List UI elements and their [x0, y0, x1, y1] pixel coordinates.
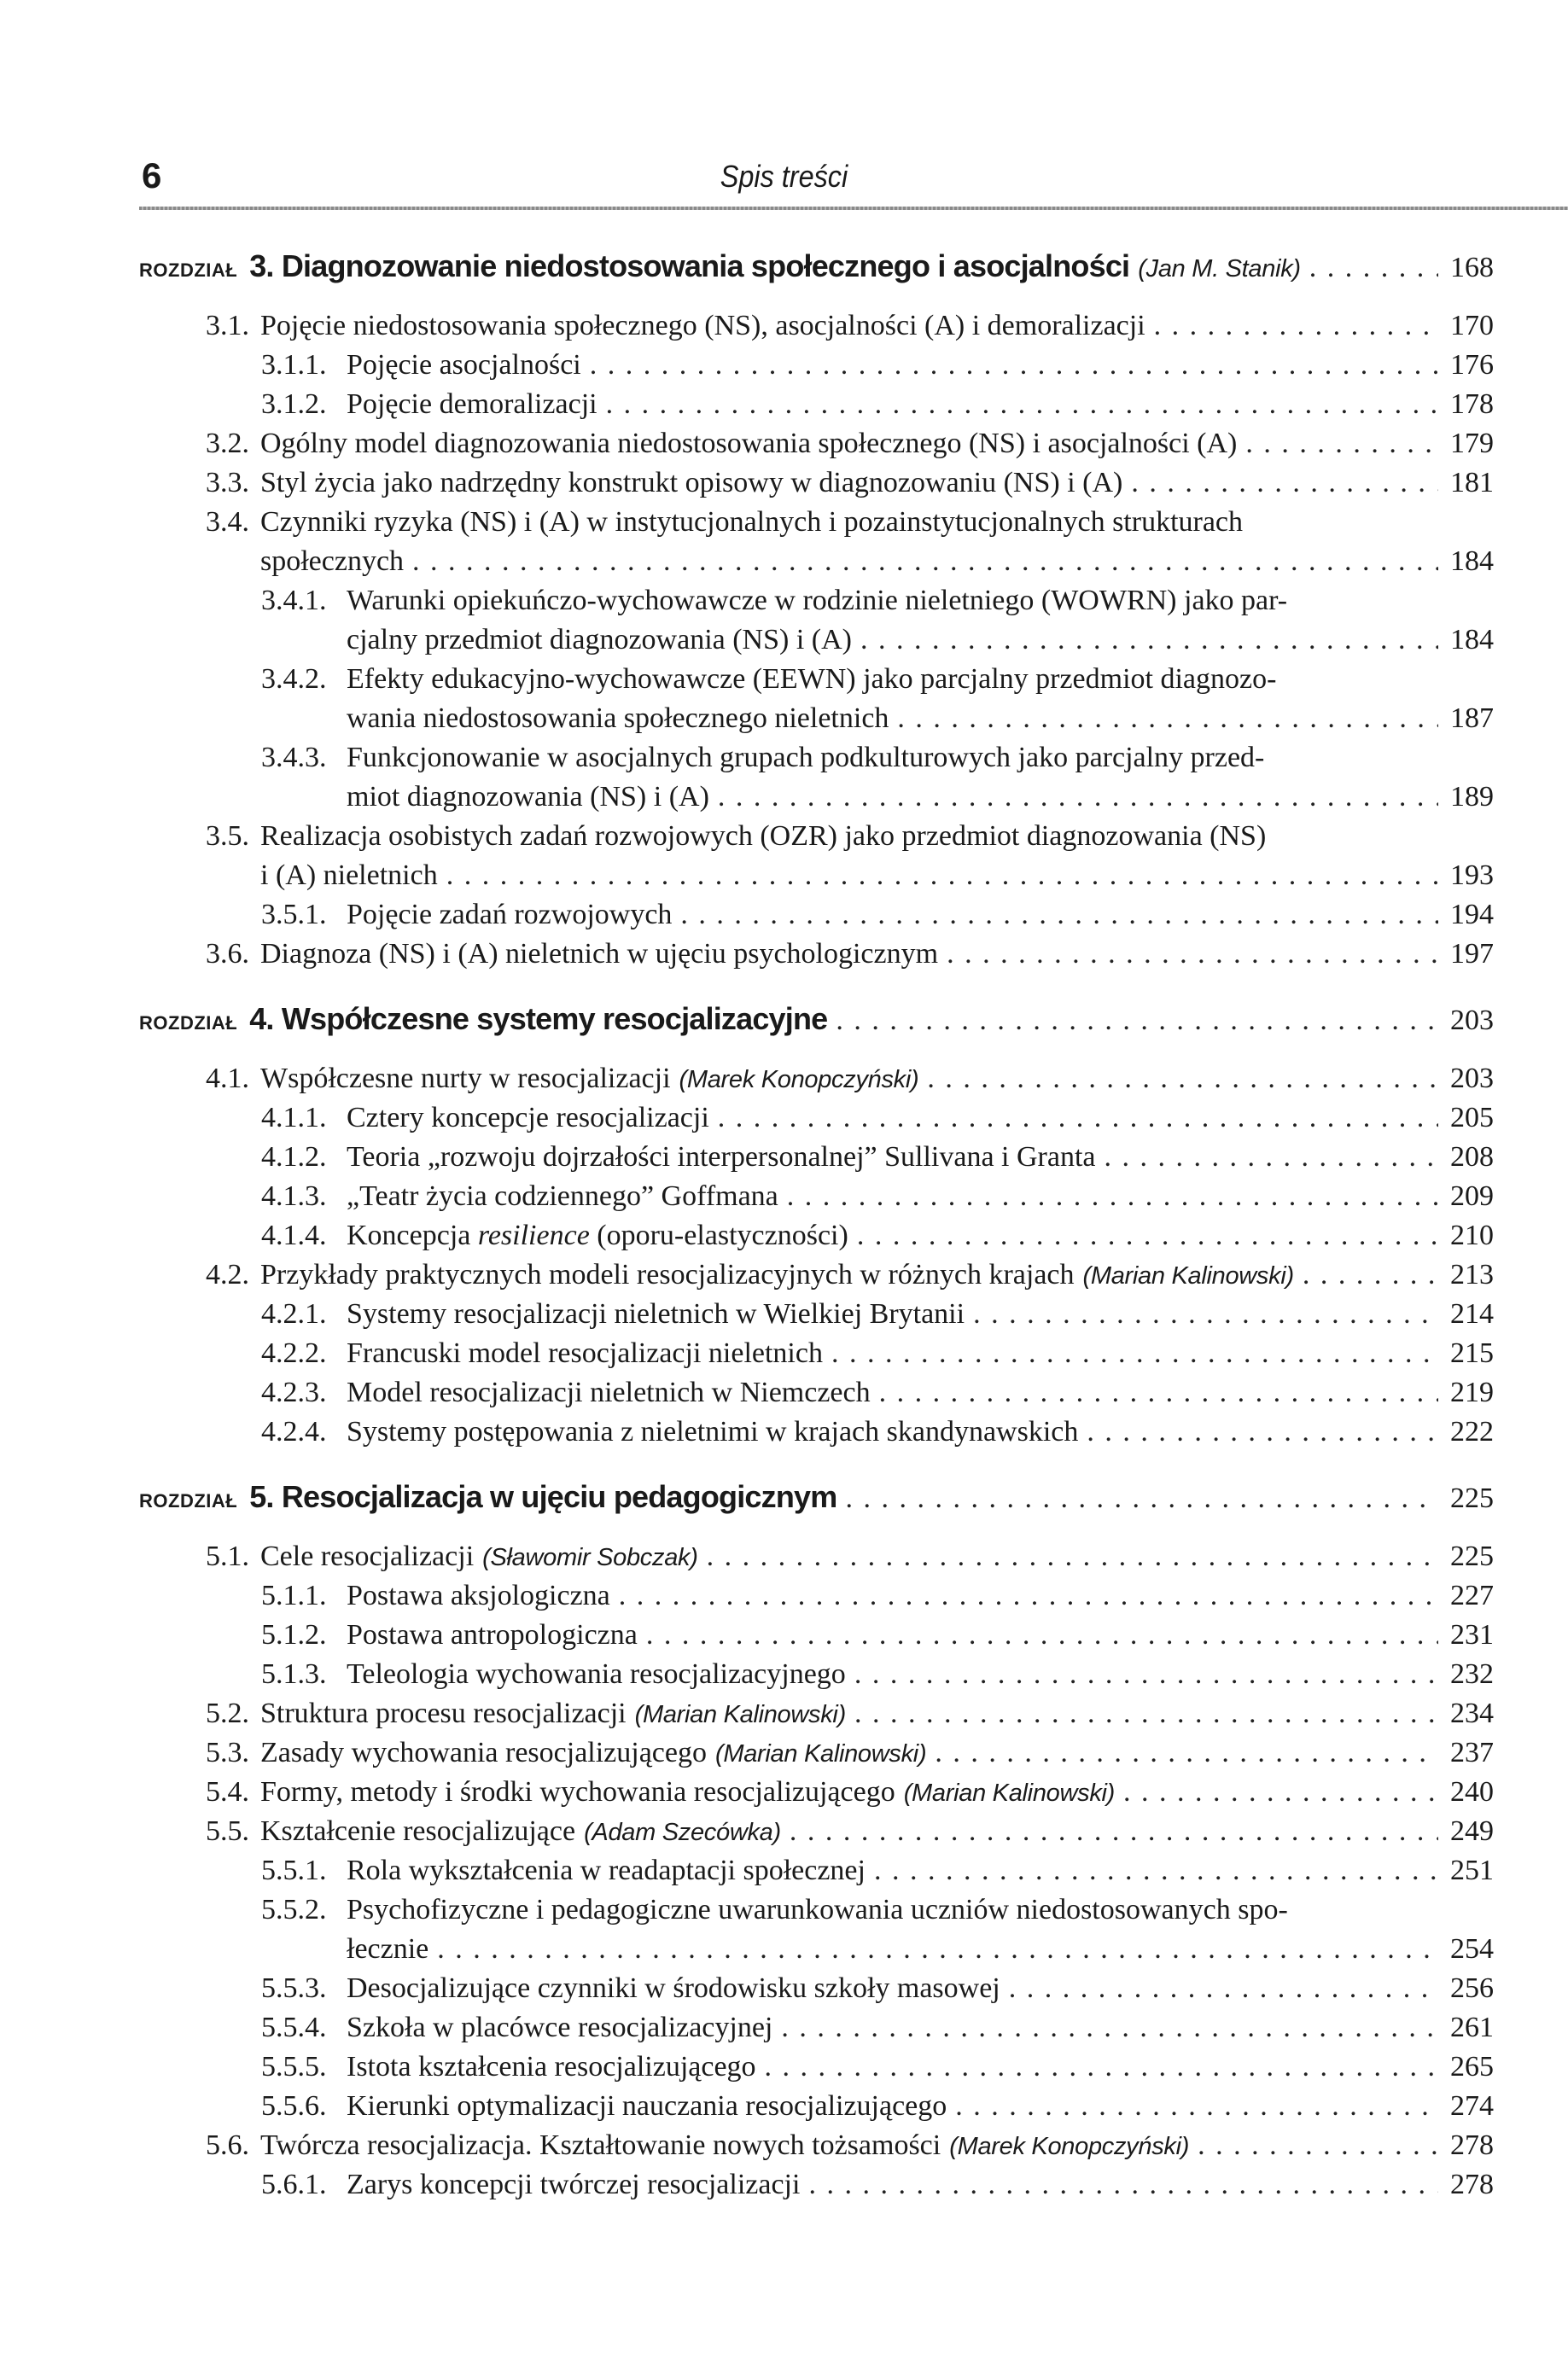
entry-text: społecznych [260, 545, 405, 577]
page-ref: 209 [1450, 1180, 1494, 1212]
entry-text: Istota kształcenia resocjalizującego [347, 2051, 756, 2083]
entry-line [139, 463, 1494, 503]
entry-text: Cele resocjalizacji [260, 1541, 475, 1572]
entry-line [139, 503, 1494, 542]
dot-leader [836, 1001, 1438, 1040]
section-number: 3.5. [206, 820, 249, 852]
page-ref: 168 [1450, 252, 1494, 283]
section-number: 3.2. [206, 428, 249, 459]
toc-entry [139, 1694, 1494, 1733]
chapter-heading [139, 1001, 1494, 1040]
page-ref: 249 [1450, 1815, 1494, 1847]
entry-line [139, 1930, 1494, 1969]
section-number: 5.6.1. [261, 2169, 327, 2200]
page-ref: 222 [1450, 1416, 1494, 1448]
page-ref: 237 [1450, 1737, 1494, 1768]
entry-text: Teleologia wychowania resocjalizacyjnego [347, 1658, 846, 1690]
toc-entry [139, 1098, 1494, 1138]
section-author: (Sławomir Sobczak) [482, 1544, 698, 1571]
chapter-title-text: Resocjalizacja w ujęciu pedagogicznym [281, 1479, 837, 1514]
entry-line [139, 935, 1494, 974]
section-number: 5.1. [206, 1541, 249, 1572]
dot-leader [854, 1655, 1438, 1694]
entry-text: Funkcjonowanie w asocjalnych grupach podkulturowych jako parcjalny przed- [347, 742, 1265, 773]
section-number: 5.5.6. [261, 2090, 327, 2122]
dot-leader [412, 542, 1438, 581]
entry-text: Desocjalizujące czynniki w środowisku szkoły masowej [347, 1972, 1000, 2004]
toc-entry [139, 1255, 1494, 1295]
dot-leader [646, 1616, 1438, 1655]
dot-leader [831, 1334, 1438, 1373]
entry-line [139, 385, 1494, 424]
entry-line [139, 1851, 1494, 1890]
dot-leader [1154, 306, 1438, 346]
section-number: 5.2. [206, 1698, 249, 1729]
section-number: 5.4. [206, 1776, 249, 1808]
toc-entry [139, 1890, 1494, 1969]
entry-text: Pojęcie niedostosowania społecznego (NS), asocjalności (A) i demoralizacji [260, 310, 1145, 341]
dot-leader [1131, 463, 1438, 503]
entry-text: Struktura procesu resocjalizacji [260, 1698, 627, 1729]
dot-leader [437, 1930, 1438, 1969]
entry-text: Pojęcie demoralizacji [347, 388, 597, 420]
dot-leader [897, 699, 1438, 738]
page-ref: 251 [1450, 1855, 1494, 1886]
page-ref: 176 [1450, 349, 1494, 381]
running-title: Spis treści [720, 159, 848, 194]
toc-entry [139, 1295, 1494, 1334]
entry-text: Pojęcie zadań rozwojowych [347, 899, 673, 930]
entry-text: Kształcenie resocjalizujące [260, 1815, 576, 1847]
dot-leader [860, 620, 1438, 660]
entry-text: „Teatr życia codziennego” Goffmana [347, 1180, 778, 1212]
dot-leader [781, 2008, 1438, 2048]
entry-text: Pojęcie asocjalności [347, 349, 581, 381]
entry-line [139, 1334, 1494, 1373]
entry-text: Psychofizyczne i pedagogiczne uwarunkowania uczniów niedostosowanych spo- [347, 1894, 1288, 1925]
section-number: 4.2.2. [261, 1337, 327, 1369]
page-ref: 278 [1450, 2169, 1494, 2200]
entry-line [139, 1969, 1494, 2008]
toc-entry [139, 895, 1494, 935]
entry-text: Postawa aksjologiczna [347, 1580, 610, 1611]
entry-line [139, 1733, 1494, 1773]
dot-leader [857, 1216, 1438, 1255]
entry-line [139, 1576, 1494, 1616]
entry-text: Czynniki ryzyka (NS) i (A) w instytucjonalnych i pozainstytucjonalnych strukturach [260, 506, 1244, 538]
entry-line [139, 1773, 1494, 1812]
section-number: 5.1.3. [261, 1658, 327, 1690]
page-ref: 227 [1450, 1580, 1494, 1611]
page-ref: 213 [1450, 1259, 1494, 1290]
entry-line [139, 1177, 1494, 1216]
toc-entry [139, 817, 1494, 895]
page-ref: 205 [1450, 1102, 1494, 1133]
toc-entry [139, 1576, 1494, 1616]
chapter-label: ROZDZIAŁ [139, 1490, 238, 1512]
page-ref: 193 [1450, 859, 1494, 891]
chapter-heading [139, 248, 1494, 288]
dot-leader [446, 856, 1438, 895]
entry-text: Zasady wychowania resocjalizującego [260, 1737, 707, 1768]
entry-line [139, 424, 1494, 463]
page-ref: 265 [1450, 2051, 1494, 2083]
toc-entry [139, 463, 1494, 503]
toc-entry [139, 660, 1494, 738]
entry-line [139, 1138, 1494, 1177]
page-number: 6 [142, 155, 162, 195]
dot-leader [707, 1537, 1438, 1576]
page-ref: 170 [1450, 310, 1494, 341]
section-author: (Marek Konopczyński) [679, 1066, 919, 1093]
entry-text: i (A) nieletnich [260, 859, 438, 891]
dot-leader [947, 935, 1438, 974]
entry-line [139, 1413, 1494, 1452]
page-ref: 240 [1450, 1776, 1494, 1808]
section-number: 3.4.1. [261, 585, 327, 616]
section-number: 4.1.1. [261, 1102, 327, 1133]
page-ref: 179 [1450, 428, 1494, 459]
section-number: 3.1.2. [261, 388, 327, 420]
entry-line [139, 2087, 1494, 2126]
toc-entry [139, 1413, 1494, 1452]
dot-leader [1198, 2126, 1438, 2165]
page-ref: 278 [1450, 2129, 1494, 2161]
page-ref: 214 [1450, 1298, 1494, 1330]
section-number: 4.1.3. [261, 1180, 327, 1212]
entry-text: Realizacja osobistych zadań rozwojowych (OZR) jako przedmiot diagnozowania (NS) [260, 820, 1267, 852]
toc-entry [139, 1655, 1494, 1694]
entry-line [139, 2048, 1494, 2087]
entry-text: Diagnoza (NS) i (A) nieletnich w ujęciu psychologicznym [260, 938, 939, 970]
toc-entry [139, 1177, 1494, 1216]
section-number: 4.1. [206, 1063, 249, 1094]
entry-line [139, 1655, 1494, 1694]
entry-line [139, 1890, 1494, 1930]
section-number: 4.2.4. [261, 1416, 327, 1448]
dot-leader [1087, 1413, 1438, 1452]
dot-leader [765, 2048, 1438, 2087]
page-ref: 256 [1450, 1972, 1494, 2004]
page-ref: 254 [1450, 1933, 1494, 1965]
entry-text: Systemy postępowania z nieletnimi w krajach skandynawskich [347, 1416, 1079, 1448]
entry-line [139, 1537, 1494, 1576]
page-ref: 203 [1450, 1005, 1494, 1036]
page-ref: 197 [1450, 938, 1494, 970]
toc-entry [139, 1812, 1494, 1851]
section-number: 3.5.1. [261, 899, 327, 930]
entry-line [139, 1059, 1494, 1098]
dot-leader [718, 778, 1438, 817]
dot-leader [927, 1059, 1438, 1098]
entry-text: Kierunki optymalizacji nauczania resocjalizującego [347, 2090, 947, 2122]
section-number: 5.5.1. [261, 1855, 327, 1886]
page-ref: 232 [1450, 1658, 1494, 1690]
section-number: 3.6. [206, 938, 249, 970]
entry-line [139, 2008, 1494, 2048]
toc-entry [139, 1851, 1494, 1890]
dot-leader [590, 346, 1438, 385]
page-ref: 194 [1450, 899, 1494, 930]
entry-line [139, 2126, 1494, 2165]
entry-line [139, 738, 1494, 778]
chapter-heading [139, 1479, 1494, 1518]
section-author: (Marek Konopczyński) [949, 2133, 1190, 2160]
toc-entry [139, 306, 1494, 346]
section-number: 4.2. [206, 1259, 249, 1290]
dot-leader [718, 1098, 1438, 1138]
dot-leader [1009, 1969, 1438, 2008]
dot-leader [854, 1694, 1438, 1733]
entry-line [139, 346, 1494, 385]
entry-line [139, 895, 1494, 935]
entry-line [139, 1616, 1494, 1655]
entry-text: Ogólny model diagnozowania niedostosowania społecznego (NS) i asocjalności (A) [260, 428, 1238, 459]
entry-line [139, 1694, 1494, 1733]
toc-entry [139, 1216, 1494, 1255]
section-author: (Marian Kalinowski) [634, 1701, 846, 1728]
section-number: 3.1.1. [261, 349, 327, 381]
chapter-number: 5. [249, 1479, 274, 1514]
entry-text: Styl życia jako nadrzędny konstrukt opisowy w diagnozowaniu (NS) i (A) [260, 467, 1123, 498]
entry-text: Zarys koncepcji twórczej resocjalizacji [347, 2169, 801, 2200]
entry-line [139, 817, 1494, 856]
section-number: 5.5.2. [261, 1894, 327, 1925]
toc-entry [139, 1773, 1494, 1812]
dot-leader [680, 895, 1438, 935]
section-number: 5.1.2. [261, 1619, 327, 1651]
entry-text: Teoria „rozwoju dojrzałości interpersonalnej” Sullivana i Granta [347, 1141, 1096, 1173]
page-ref: 189 [1450, 781, 1494, 813]
dot-leader [1123, 1773, 1438, 1812]
dot-leader [955, 2087, 1438, 2126]
toc-entry [139, 738, 1494, 817]
section-number: 3.4.3. [261, 742, 327, 773]
section-number: 3.1. [206, 310, 249, 341]
section-number: 3.4. [206, 506, 249, 538]
chapter-title-text: Współczesne systemy resocjalizacyjne [281, 1001, 828, 1036]
page-ref: 184 [1450, 545, 1494, 577]
dot-leader [606, 385, 1438, 424]
dot-leader [879, 1373, 1438, 1413]
section-number: 4.1.4. [261, 1220, 327, 1251]
entry-line [139, 699, 1494, 738]
dot-leader [1303, 1255, 1438, 1295]
page-ref: 231 [1450, 1619, 1494, 1651]
dot-leader [787, 1177, 1438, 1216]
toc-entry [139, 2165, 1494, 2205]
entry-text: Efekty edukacyjno-wychowawcze (EEWN) jako parcjalny przedmiot diagnozo- [347, 663, 1277, 695]
entry-text: Formy, metody i środki wychowania resocjalizującego [260, 1776, 895, 1808]
toc-entry [139, 424, 1494, 463]
page-ref: 210 [1450, 1220, 1494, 1251]
entry-text: Rola wykształcenia w readaptacji społecznej [347, 1855, 866, 1886]
entry-text: Cztery koncepcje resocjalizacji [347, 1102, 709, 1133]
toc-entry [139, 2087, 1494, 2126]
toc-entry [139, 1138, 1494, 1177]
page-ref: 225 [1450, 1483, 1494, 1514]
toc-entry [139, 1334, 1494, 1373]
page-ref: 215 [1450, 1337, 1494, 1369]
entry-text: Twórcza resocjalizacja. Kształtowanie nowych tożsamości [260, 2129, 941, 2161]
page-ref: 261 [1450, 2012, 1494, 2043]
chapter-number: 3. [249, 248, 274, 283]
toc-entry [139, 346, 1494, 385]
entry-text-segment: (oporu-elastyczności) [589, 1220, 848, 1251]
entry-text: wania niedostosowania społecznego nieletnich [347, 702, 889, 734]
section-number: 5.5. [206, 1815, 249, 1847]
entry-line [139, 1295, 1494, 1334]
section-number: 3.3. [206, 467, 249, 498]
chapter-number: 4. [249, 1001, 274, 1036]
page-ref: 203 [1450, 1063, 1494, 1094]
entry-text: Szkoła w placówce resocjalizacyjnej [347, 2012, 773, 2043]
entry-line [139, 1373, 1494, 1413]
table-of-contents [139, 248, 1494, 2205]
section-number: 5.5.4. [261, 2012, 327, 2043]
section-number: 5.3. [206, 1737, 249, 1768]
dot-leader [808, 2165, 1438, 2205]
section-number: 5.5.5. [261, 2051, 327, 2083]
entry-line [139, 620, 1494, 660]
toc-entry [139, 581, 1494, 660]
chapter-label: ROZDZIAŁ [139, 1012, 238, 1034]
section-number: 4.2.3. [261, 1377, 327, 1408]
section-number: 4.1.2. [261, 1141, 327, 1173]
section-number: 5.6. [206, 2129, 249, 2161]
chapter-title [249, 248, 1129, 284]
page-ref: 219 [1450, 1377, 1494, 1408]
entry-text: miot diagnozowania (NS) i (A) [347, 781, 709, 813]
entry-text: Postawa antropologiczna [347, 1619, 638, 1651]
page-ref: 181 [1450, 467, 1494, 498]
italic-term: resilience [477, 1220, 590, 1251]
entry-text: Przykłady praktycznych modeli resocjalizacyjnych w różnych krajach [260, 1259, 1075, 1290]
dot-leader [619, 1576, 1438, 1616]
entry-line [139, 2165, 1494, 2205]
section-author: (Adam Szecówka) [584, 1819, 781, 1846]
dot-leader [1309, 248, 1438, 288]
entry-text: Francuski model resocjalizacji nieletnich [347, 1337, 823, 1369]
chapter-title [249, 1001, 827, 1037]
chapter-title [249, 1479, 836, 1515]
entry-line [139, 1255, 1494, 1295]
toc-entry [139, 2048, 1494, 2087]
toc-entry [139, 2126, 1494, 2165]
entry-text: Systemy resocjalizacji nieletnich w Wielkiej Brytanii [347, 1298, 965, 1330]
toc-entry [139, 1373, 1494, 1413]
section-author: (Marian Kalinowski) [714, 1740, 927, 1768]
entry-line [139, 306, 1494, 346]
entry-line [139, 1098, 1494, 1138]
toc-entry [139, 2008, 1494, 2048]
entry-text: cjalny przedmiot diagnozowania (NS) i (A) [347, 624, 852, 655]
section-number: 4.2.1. [261, 1298, 327, 1330]
entry-line [139, 581, 1494, 620]
section-number: 5.5.3. [261, 1972, 327, 2004]
toc-entry [139, 1733, 1494, 1773]
page-ref: 178 [1450, 388, 1494, 420]
chapter-author: (Jan M. Stanik) [1138, 255, 1301, 283]
entry-line [139, 660, 1494, 699]
section-number: 3.4.2. [261, 663, 327, 695]
toc-entry [139, 1969, 1494, 2008]
page-ref: 208 [1450, 1141, 1494, 1173]
page-ref: 184 [1450, 624, 1494, 655]
section-number: 5.1.1. [261, 1580, 327, 1611]
entry-text: Warunki opiekuńczo-wychowawcze w rodzinie nieletniego (WOWRN) jako par- [347, 585, 1288, 616]
toc-entry [139, 1616, 1494, 1655]
page-ref: 274 [1450, 2090, 1494, 2122]
section-author: (Marian Kalinowski) [1082, 1262, 1294, 1290]
dot-leader [973, 1295, 1438, 1334]
page-ref: 225 [1450, 1541, 1494, 1572]
entry-line [139, 542, 1494, 581]
header-rule [139, 207, 1568, 210]
toc-entry [139, 935, 1494, 974]
entry-text [347, 1216, 848, 1255]
page-ref: 234 [1450, 1698, 1494, 1729]
dot-leader [1245, 424, 1438, 463]
dot-leader [790, 1812, 1438, 1851]
entry-text: Model resocjalizacji nieletnich w Niemczech [347, 1377, 871, 1408]
dot-leader [1105, 1138, 1438, 1177]
entry-text: Współczesne nurty w resocjalizacji [260, 1063, 671, 1094]
toc-entry [139, 385, 1494, 424]
toc-entry [139, 1059, 1494, 1098]
entry-text-segment: Koncepcja [347, 1220, 478, 1251]
entry-line [139, 778, 1494, 817]
dot-leader [935, 1733, 1438, 1773]
page-ref: 187 [1450, 702, 1494, 734]
toc-entry [139, 1537, 1494, 1576]
entry-text: łecznie [347, 1933, 429, 1965]
dot-leader [874, 1851, 1438, 1890]
entry-line [139, 856, 1494, 895]
toc-entry [139, 503, 1494, 581]
chapter-title-text: Diagnozowanie niedostosowania społecznego i asocjalności [281, 248, 1130, 283]
dot-leader [845, 1479, 1438, 1518]
entry-line [139, 1812, 1494, 1851]
chapter-label: ROZDZIAŁ [139, 259, 238, 281]
entry-line [139, 1216, 1494, 1255]
section-author: (Marian Kalinowski) [903, 1780, 1116, 1807]
